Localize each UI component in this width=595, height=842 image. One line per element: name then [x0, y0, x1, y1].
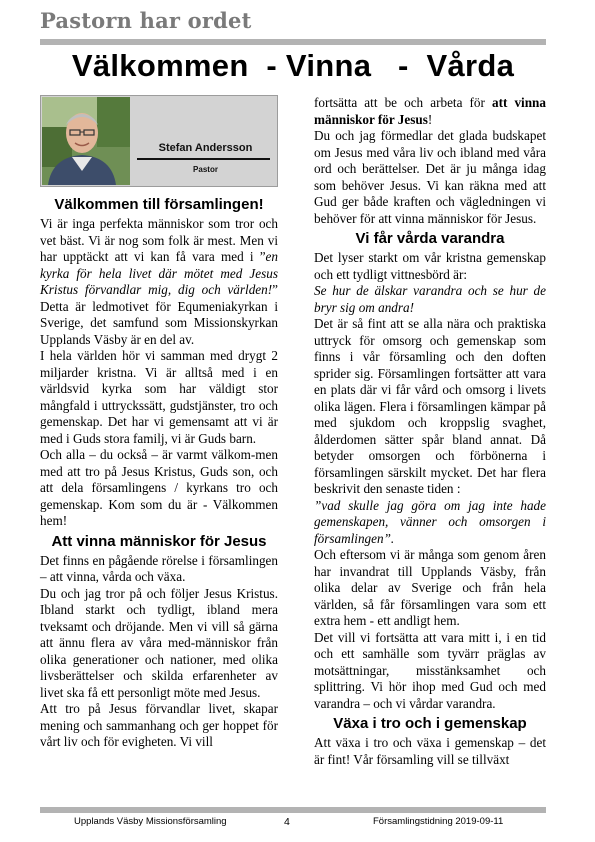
profile-divider [137, 158, 270, 160]
paragraph: Och alla – du också – är varmt välkom-men med att tro på Jesus Kristus, Guds son, och att dela församlingens / kyrkans tro och gemenskap. Kom som du är - Välkommen hem! [40, 447, 278, 528]
paragraph: Att växa i tro och växa i gemenskap – det är fint! Vår församling vill se tillväxt [314, 735, 546, 767]
paragraph: Och eftersom vi är många som genom åren har invandrat till Upplands Väsby, från olika delar av Sverige och från hela världen, så får församlingen vara som ett extra hem - ett andligt hem. [314, 547, 546, 628]
left-column [40, 193, 278, 751]
heading-grow: Växa i tro och i gemenskap [333, 715, 527, 732]
footer-organization: Upplands Väsby Missionsförsamling [74, 816, 227, 827]
paragraph [40, 216, 278, 348]
heading-welcome: Välkommen till församlingen! [54, 196, 264, 213]
paragraph-text: ! [427, 111, 433, 127]
pastor-photo [42, 97, 130, 185]
right-column [314, 95, 546, 768]
pastor-name: Stefan Andersson [158, 142, 253, 154]
footer-page-number: 4 [284, 816, 290, 828]
paragraph-italic [314, 283, 546, 316]
paragraph-text: Vi är inga perfekta människor som tror och vet bäst. Vi är nog som folk är mest. Men vi har upptäckt att vi kan få vara med i ” [40, 216, 278, 264]
paragraph: Det är så fint att se alla nära och praktiska uttryck för omsorg och gemenskap som finns i vår församling och den doften sprider sig. Församlingen fortsätter att vara en plats där vi får vård och omsorg i livets olika lägen. Flera i församlingen kämpar på med sjukdom och kroppslig svaghet, ålderdomen sätter spår bland annat. Då betyder omsorgen och förbönerna i församlingen särskilt mycket. Det har flera beskrivit den senaste tiden : [314, 316, 546, 496]
pastor-role: Pastor [193, 165, 218, 174]
main-title: Välkommen - Vinna - Vårda [71, 48, 515, 83]
quote-text: Se hur de älskar varandra och se hur de bryr sig om andra! [314, 283, 546, 315]
paragraph: I hela världen hör vi samman med drygt 2 miljarder kristna. Vi är alltså med i en världsvid kyrka som har väldigt stor mångfald i uttryckssätt, gudstjänster, tro och gemenskap. Det har vi gemensamt att vi är med i Guds stora familj, vi är Guds barn. [40, 348, 278, 446]
paragraph: Att tro på Jesus förvandlar livet, skapar mening och sammanhang och ger hoppet för vårt liv och för evigheten. Vi vill [40, 701, 278, 749]
paragraph: Det finns en pågående rörelse i församlingen – att vinna, vårda och växa. [40, 552, 278, 584]
paragraph: Du och jag förmedlar det glada budskapet om Jesus med våra liv och ibland med våra ord och berättelser. Det är ju många idag som behöver Jesus. Vi kan räkna med att Gud ger både kraften och vägledningen vi behöver för att vinna människor för Jesus. [314, 128, 546, 226]
pastor-profile-box [40, 95, 278, 187]
paragraph [314, 95, 546, 128]
footer-publication: Församlingstidning 2019-09-11 [373, 816, 504, 827]
motto-quote: en kyrka för hela livet där mötet med Jesus Kristus förvandlar mig, dig och världen! [40, 249, 278, 297]
heading-win-people: Att vinna människor för Jesus [51, 532, 267, 550]
section-title: Pastorn har ordet [40, 8, 252, 33]
paragraph-text: fortsätta att be och arbeta för [314, 95, 492, 110]
paragraph: Det vill vi fortsätta att vara mitt i, i en tid och ett samhälle som tyvärr präglas av motsättningar, misstänksamhet och splittring. Vi hör ihop med Gud och med varandra – och vi vårdar varandra. [314, 629, 546, 711]
paragraph-text: ” Detta är ledmotivet för Equmeniakyrkan i Sverige, det samfund som Missionskyrkan Upplands Väsby är en del av. [40, 282, 278, 347]
paragraph: Du och jag tror på och följer Jesus Kristus. Ibland starkt och tydligt, ibland mera tveksamt och dröjande. Men vi vill så gärna att ännu flera av våra med-människor från olika generationer och nationer, med olika livsberättelser och skilda erfarenheter av livet ska få ett personligt möte med Jesus. [40, 585, 278, 700]
heading-care: Vi får vårda varandra [355, 230, 505, 247]
paragraph: Det lyser starkt om vår kristna gemenskap och ett tydligt vittnesbörd är: [314, 250, 546, 282]
quote-text: ”vad skulle jag göra om jag inte hade gemenskapen, vänner och omsorgen i församlingen”. [314, 497, 546, 546]
emphasis-text: att vinna människor för Jesus [314, 95, 546, 127]
top-divider [40, 39, 546, 45]
paragraph-italic [314, 498, 546, 548]
bottom-divider [40, 807, 546, 813]
